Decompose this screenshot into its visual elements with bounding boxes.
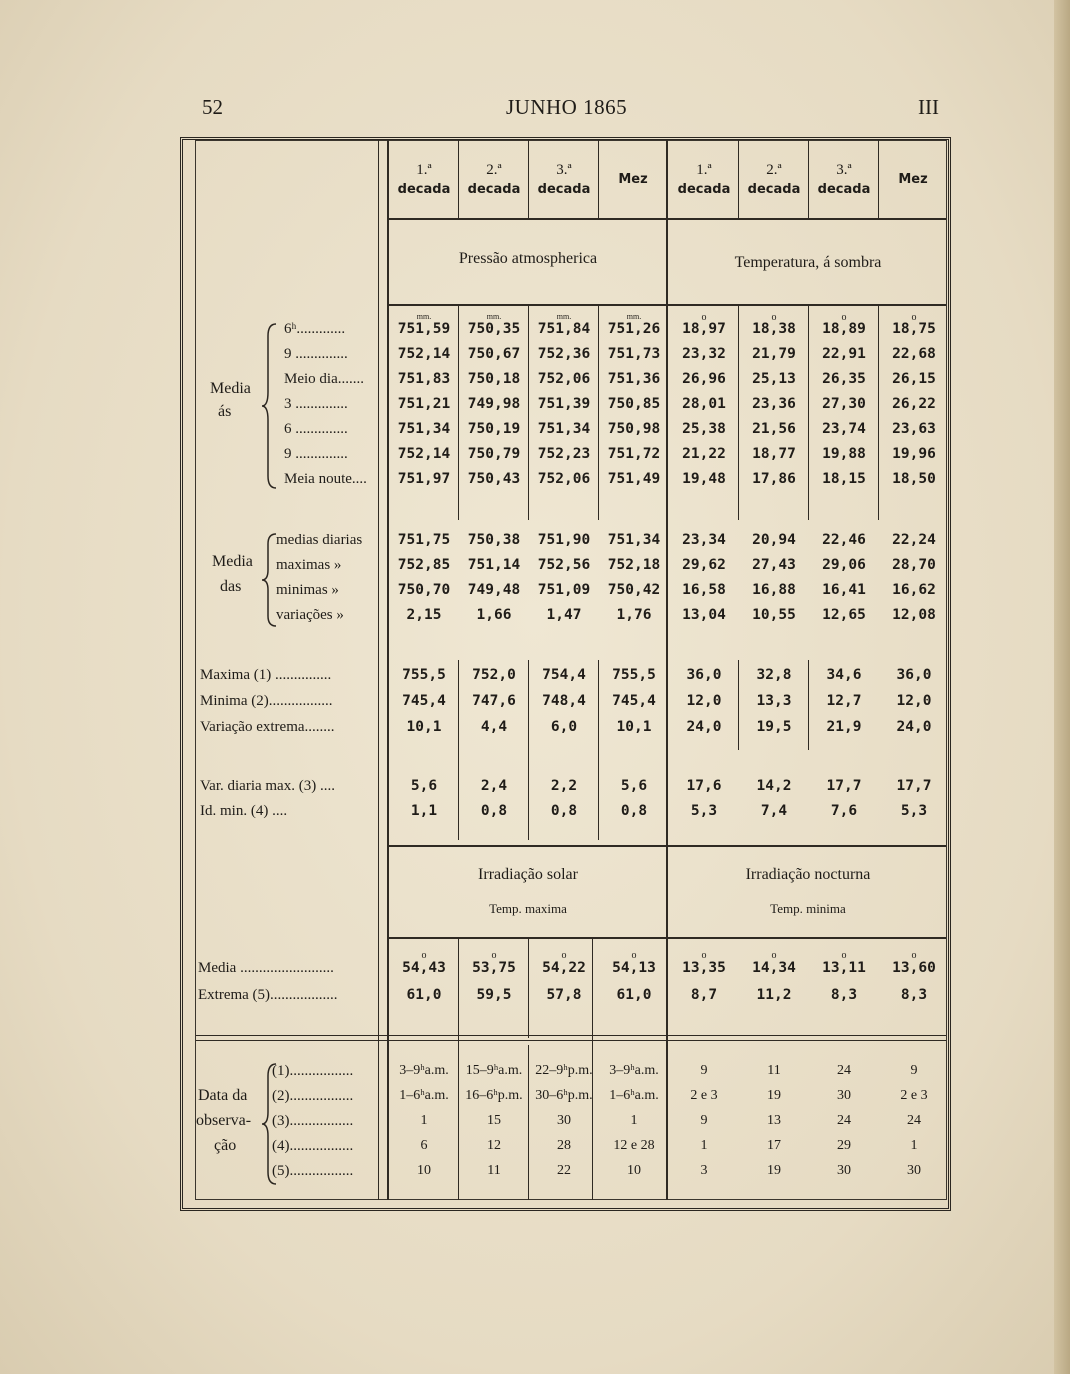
table-cell: 2,15 (406, 607, 442, 623)
row-label: 9 .............. (284, 346, 348, 362)
table-cell: 30 (837, 1163, 851, 1178)
table-cell: 1,66 (476, 607, 512, 623)
table-cell: 8,3 (900, 987, 928, 1003)
table-cell: 754,4 (542, 667, 586, 683)
table-cell: 29,06 (822, 557, 866, 573)
table-row (0, 421, 1070, 445)
unit-degree: o (421, 950, 427, 961)
table-cell: 2 e 3 (690, 1088, 718, 1103)
table-cell: 12,65 (822, 607, 866, 623)
table-cell: 750,42 (607, 582, 661, 598)
table-cell: 19,88 (822, 446, 866, 462)
table-cell: 751,83 (397, 371, 451, 387)
page-number: 52 (202, 95, 223, 119)
row-label: medias diarias (276, 532, 363, 548)
table-cell: 750,79 (467, 446, 521, 462)
table-cell: 23,63 (892, 421, 936, 437)
table-cell: 1 (700, 1138, 708, 1153)
table-cell: 1,1 (410, 803, 438, 819)
unit-degree: o (561, 950, 567, 961)
table-cell: 750,43 (467, 471, 521, 487)
unit-degree: o (771, 950, 777, 961)
table-cell: 755,5 (612, 667, 656, 683)
table-row (0, 667, 1070, 691)
table-cell: 1–6ʰa.m. (609, 1088, 659, 1103)
table-cell: 751,34 (607, 532, 661, 548)
table-cell: 4,4 (480, 719, 508, 735)
col-divider (808, 140, 809, 218)
col-header-3-decada-pressao: 3.ª decada (537, 162, 591, 197)
table-cell: 24 (907, 1113, 921, 1128)
table-cell: 27,30 (822, 396, 866, 412)
table-cell: 752,36 (537, 346, 591, 362)
table-cell: 30 (907, 1163, 921, 1178)
table-cell: 23,32 (682, 346, 726, 362)
table-row (0, 1113, 1070, 1137)
table-cell: 27,43 (752, 557, 796, 573)
table-cell: 54,13 (612, 960, 656, 976)
table-cell: 1–6ʰa.m. (399, 1088, 449, 1103)
section-temperatura: Temperatura, á sombra (734, 254, 882, 271)
table-cell: 2,2 (550, 778, 578, 794)
table-cell: 23,34 (682, 532, 726, 548)
table-cell: 28,01 (682, 396, 726, 412)
table-cell: 0,8 (480, 803, 508, 819)
table-cell: 752,14 (397, 346, 451, 362)
table-cell: 22,68 (892, 346, 936, 362)
table-cell: 16,88 (752, 582, 796, 598)
table-cell: 12,0 (896, 693, 932, 709)
unit-degree: o (701, 312, 707, 323)
table-row (0, 719, 1070, 743)
table-cell: 13,60 (892, 960, 936, 976)
row-label: minimas » (276, 582, 339, 598)
table-cell: 751,97 (397, 471, 451, 487)
table-cell: 751,14 (467, 557, 521, 573)
table-cell: 5,3 (900, 803, 928, 819)
table-cell: 19 (767, 1163, 781, 1178)
table-cell: 54,22 (542, 960, 586, 976)
table-cell: 19,5 (756, 719, 792, 735)
table-cell: 19 (767, 1088, 781, 1103)
col-header-mez-pressao: Mez (618, 172, 648, 187)
table-cell: 9 (700, 1113, 708, 1128)
table-cell: 61,0 (616, 987, 652, 1003)
table-cell: 10 (627, 1163, 641, 1178)
table-cell: 22,24 (892, 532, 936, 548)
row-label: 3 .............. (284, 396, 348, 412)
section-irr-solar: Irradiação solar (478, 866, 578, 883)
table-cell: 13 (767, 1113, 781, 1128)
subsection-temp-maxima: Temp. maxima (489, 901, 567, 916)
table-cell: 61,0 (406, 987, 442, 1003)
group-label-media-das: Media (212, 553, 253, 570)
row-label: maximas » (276, 557, 342, 573)
table-cell: 10,55 (752, 607, 796, 623)
col-divider (598, 140, 599, 218)
table-cell: 26,22 (892, 396, 936, 412)
col-header-1-decada-pressao: 1.ª decada (397, 162, 451, 197)
table-cell: 750,70 (397, 582, 451, 598)
table-cell: 18,50 (892, 471, 936, 487)
table-cell: 1 (910, 1138, 918, 1153)
unit-mm: mm. (416, 312, 432, 321)
group-label-data-2: observa- (196, 1112, 252, 1129)
unit-mm: mm. (626, 312, 642, 321)
table-cell: 5,6 (620, 778, 648, 794)
table-cell: 15–9ʰa.m. (465, 1063, 523, 1078)
unit-degree: o (841, 312, 847, 323)
table-cell: 12 (487, 1138, 501, 1153)
unit-degree: o (771, 312, 777, 323)
table-cell: 14,2 (756, 778, 792, 794)
table-cell: 18,77 (752, 446, 796, 462)
col-divider (458, 140, 459, 218)
table-cell: 23,36 (752, 396, 796, 412)
table-cell: 750,98 (607, 421, 661, 437)
row-label: Id. min. (4) .... (200, 803, 288, 819)
table-cell: 751,39 (537, 396, 591, 412)
table-cell: 7,4 (760, 803, 788, 819)
table-row (0, 1163, 1070, 1187)
table-cell: 2,4 (480, 778, 508, 794)
unit-degree: o (491, 950, 497, 961)
table-cell: 54,43 (402, 960, 446, 976)
table-cell: 34,6 (826, 667, 862, 683)
col-header-2-decada-pressao: 2.ª decada (467, 162, 521, 197)
table-row (0, 582, 1070, 606)
table-cell: 752,23 (537, 446, 591, 462)
table-cell: 22,46 (822, 532, 866, 548)
table-cell: 752,18 (607, 557, 661, 573)
table-cell: 28,70 (892, 557, 936, 573)
row-label: Variação extrema........ (200, 719, 335, 735)
table-cell: 24,0 (686, 719, 722, 735)
unit-mm: mm. (556, 312, 572, 321)
table-cell: 752,85 (397, 557, 451, 573)
table-cell: 1 (420, 1113, 428, 1128)
table-row (0, 778, 1070, 802)
table-cell: 57,8 (546, 987, 582, 1003)
table-row (0, 607, 1070, 631)
table-cell: 750,67 (467, 346, 521, 362)
table-cell: 751,36 (607, 371, 661, 387)
table-row (0, 446, 1070, 470)
table-cell: 28 (557, 1138, 571, 1153)
table-cell: 11 (767, 1063, 781, 1078)
table-cell: 750,35 (467, 321, 521, 337)
table-cell: 750,85 (607, 396, 661, 412)
table-row (0, 532, 1070, 556)
table-cell: 8,7 (690, 987, 718, 1003)
unit-mm: mm. (486, 312, 502, 321)
table-cell: 21,79 (752, 346, 796, 362)
table-cell: 25,13 (752, 371, 796, 387)
unit-degree: o (631, 950, 637, 961)
table-cell: 15 (487, 1113, 501, 1128)
table-cell: 750,19 (467, 421, 521, 437)
table-cell: 22 (557, 1163, 571, 1178)
table-cell: 18,75 (892, 321, 936, 337)
table-cell: 751,84 (537, 321, 591, 337)
group-label-media-das-2: das (220, 578, 242, 595)
table-cell: 18,89 (822, 321, 866, 337)
table-cell: 17,6 (686, 778, 722, 794)
section-rule (196, 1040, 946, 1041)
table-cell: 749,48 (467, 582, 521, 598)
table-cell: 22,91 (822, 346, 866, 362)
table-cell: 11 (487, 1163, 501, 1178)
row-label: Maxima (1) ............... (200, 667, 332, 683)
table-cell: 30 (837, 1088, 851, 1103)
table-row (0, 557, 1070, 581)
page-title: JUNHO 1865 (506, 95, 628, 119)
table-cell: 17,7 (896, 778, 932, 794)
table-cell: 26,15 (892, 371, 936, 387)
table-cell: 751,73 (607, 346, 661, 362)
table-cell: 1,76 (616, 607, 652, 623)
table-cell: 10,1 (406, 719, 442, 735)
table-cell: 12,08 (892, 607, 936, 623)
table-cell: 10 (417, 1163, 431, 1178)
table-cell: 30–6ʰp.m. (535, 1088, 593, 1103)
table-cell: 2 e 3 (900, 1088, 928, 1103)
table-cell: 32,8 (756, 667, 792, 683)
table-cell: 748,4 (542, 693, 586, 709)
table-cell: 0,8 (620, 803, 648, 819)
table-cell: 17,7 (826, 778, 862, 794)
row-label: Var. diaria max. (3) .... (200, 778, 335, 794)
table-cell: 752,0 (472, 667, 516, 683)
table-cell: 752,06 (537, 371, 591, 387)
row-label: Meia noute.... (284, 471, 367, 487)
unit-degree: o (911, 950, 917, 961)
unit-degree: o (911, 312, 917, 323)
subsection-temp-minima: Temp. minima (770, 901, 846, 916)
table-cell: 751,26 (607, 321, 661, 337)
row-label: 6 .............. (284, 421, 348, 437)
col-divider (878, 140, 879, 218)
table-cell: 12 e 28 (613, 1138, 655, 1153)
table-cell: 14,34 (752, 960, 796, 976)
col-header-3-decada-temp: 3.ª decada (817, 162, 871, 197)
col-header-mez-temp: Mez (898, 172, 928, 187)
table-cell: 25,38 (682, 421, 726, 437)
table-cell: 6,0 (550, 719, 578, 735)
table-cell: 1 (630, 1113, 638, 1128)
table-row (0, 1138, 1070, 1162)
table-row (0, 321, 1070, 345)
table-cell: 745,4 (612, 693, 656, 709)
table-cell: 36,0 (686, 667, 722, 683)
table-cell: 749,98 (467, 396, 521, 412)
row-label: Meio dia....... (284, 371, 364, 387)
table-cell: 1,47 (546, 607, 582, 623)
table-cell: 751,34 (397, 421, 451, 437)
table-row (0, 371, 1070, 395)
table-cell: 26,96 (682, 371, 726, 387)
row-label: (4)................. (272, 1138, 354, 1154)
table-cell: 36,0 (896, 667, 932, 683)
row-label: Media ......................... (198, 960, 334, 976)
table-cell: 751,59 (397, 321, 451, 337)
row-label: (3)................. (272, 1113, 354, 1129)
table-cell: 18,38 (752, 321, 796, 337)
row-label: variações » (276, 607, 344, 623)
table-cell: 12,7 (826, 693, 862, 709)
table-cell: 13,11 (822, 960, 866, 976)
table-cell: 21,9 (826, 719, 862, 735)
row-label: (2)................. (272, 1088, 354, 1104)
table-cell: 751,72 (607, 446, 661, 462)
table-cell: 747,6 (472, 693, 516, 709)
table-row (0, 693, 1070, 717)
table-cell: 13,3 (756, 693, 792, 709)
row-label: 6ʰ............. (284, 321, 346, 337)
table-cell: 29,62 (682, 557, 726, 573)
table-cell: 9 (910, 1063, 918, 1078)
table-cell: 16,58 (682, 582, 726, 598)
table-cell: 751,34 (537, 421, 591, 437)
table-cell: 18,15 (822, 471, 866, 487)
table-row (0, 396, 1070, 420)
section-pressao: Pressão atmospherica (458, 250, 598, 267)
table-cell: 26,35 (822, 371, 866, 387)
table-cell: 751,21 (397, 396, 451, 412)
table-cell: 21,56 (752, 421, 796, 437)
table-cell: 7,6 (830, 803, 858, 819)
col-header-1-decada-temp: 1.ª decada (677, 162, 731, 197)
group-label-data-3: ção (214, 1137, 237, 1154)
table-cell: 5,6 (410, 778, 438, 794)
table-row (0, 987, 1070, 1011)
table-row (0, 1088, 1070, 1112)
table-cell: 20,94 (752, 532, 796, 548)
table-cell: 752,06 (537, 471, 591, 487)
section-rule (388, 937, 946, 939)
row-label: 9 .............. (284, 446, 348, 462)
row-label: Extrema (5).................. (198, 987, 338, 1003)
table-cell: 751,75 (397, 532, 451, 548)
section-irr-nocturna: Irradiação nocturna (745, 866, 871, 883)
table-cell: 11,2 (756, 987, 792, 1003)
table-cell: 751,90 (537, 532, 591, 548)
table-cell: 3–9ʰa.m. (609, 1063, 659, 1078)
section-number: III (918, 95, 939, 119)
col-divider (738, 140, 739, 218)
table-cell: 751,09 (537, 582, 591, 598)
table-cell: 17 (767, 1138, 781, 1153)
row-label: (1)................. (272, 1063, 354, 1079)
table-row (0, 803, 1070, 827)
table-cell: 750,38 (467, 532, 521, 548)
table-cell: 18,97 (682, 321, 726, 337)
col-header-2-decada-temp: 2.ª decada (747, 162, 801, 197)
table-cell: 751,49 (607, 471, 661, 487)
table-cell: 19,96 (892, 446, 936, 462)
section-rule (196, 1035, 946, 1036)
table-cell: 0,8 (550, 803, 578, 819)
row-label: Minima (2)................. (200, 693, 333, 709)
table-cell: 752,56 (537, 557, 591, 573)
table-cell: 29 (837, 1138, 851, 1153)
table-cell: 755,5 (402, 667, 446, 683)
table-cell: 24,0 (896, 719, 932, 735)
table-cell: 16,62 (892, 582, 936, 598)
table-cell: 750,18 (467, 371, 521, 387)
group-label-media-as-2: ás (218, 403, 232, 420)
table-row (0, 471, 1070, 495)
table-cell: 10,1 (616, 719, 652, 735)
table-cell: 59,5 (476, 987, 512, 1003)
table-cell: 3–9ʰa.m. (399, 1063, 449, 1078)
table-cell: 16,41 (822, 582, 866, 598)
unit-degree: o (701, 950, 707, 961)
table-cell: 21,22 (682, 446, 726, 462)
section-rule (388, 845, 946, 847)
table-cell: 13,35 (682, 960, 726, 976)
table-cell: 19,48 (682, 471, 726, 487)
table-cell: 8,3 (830, 987, 858, 1003)
table-cell: 17,86 (752, 471, 796, 487)
table-row (0, 1063, 1070, 1087)
unit-degree: o (841, 950, 847, 961)
table-cell: 5,3 (690, 803, 718, 819)
table-cell: 16–6ʰp.m. (465, 1088, 523, 1103)
table-cell: 3 (700, 1163, 708, 1178)
table-cell: 13,04 (682, 607, 726, 623)
group-label-media-as: Media (210, 380, 251, 397)
table-cell: 745,4 (402, 693, 446, 709)
table-cell: 24 (837, 1063, 851, 1078)
table-cell: 9 (700, 1063, 708, 1078)
table-cell: 12,0 (686, 693, 722, 709)
section-rule (388, 304, 946, 306)
table-cell: 6 (420, 1138, 428, 1153)
table-cell: 24 (837, 1113, 851, 1128)
row-label: (5)................. (272, 1163, 354, 1179)
table-row (0, 346, 1070, 370)
group-label-data: Data da (198, 1087, 248, 1104)
header-rule (388, 218, 946, 220)
table-cell: 23,74 (822, 421, 866, 437)
table-cell: 22–9ʰp.m. (535, 1063, 593, 1078)
table-row (0, 960, 1070, 984)
table-cell: 752,14 (397, 446, 451, 462)
col-divider (528, 140, 529, 218)
table-cell: 53,75 (472, 960, 516, 976)
table-cell: 30 (557, 1113, 571, 1128)
